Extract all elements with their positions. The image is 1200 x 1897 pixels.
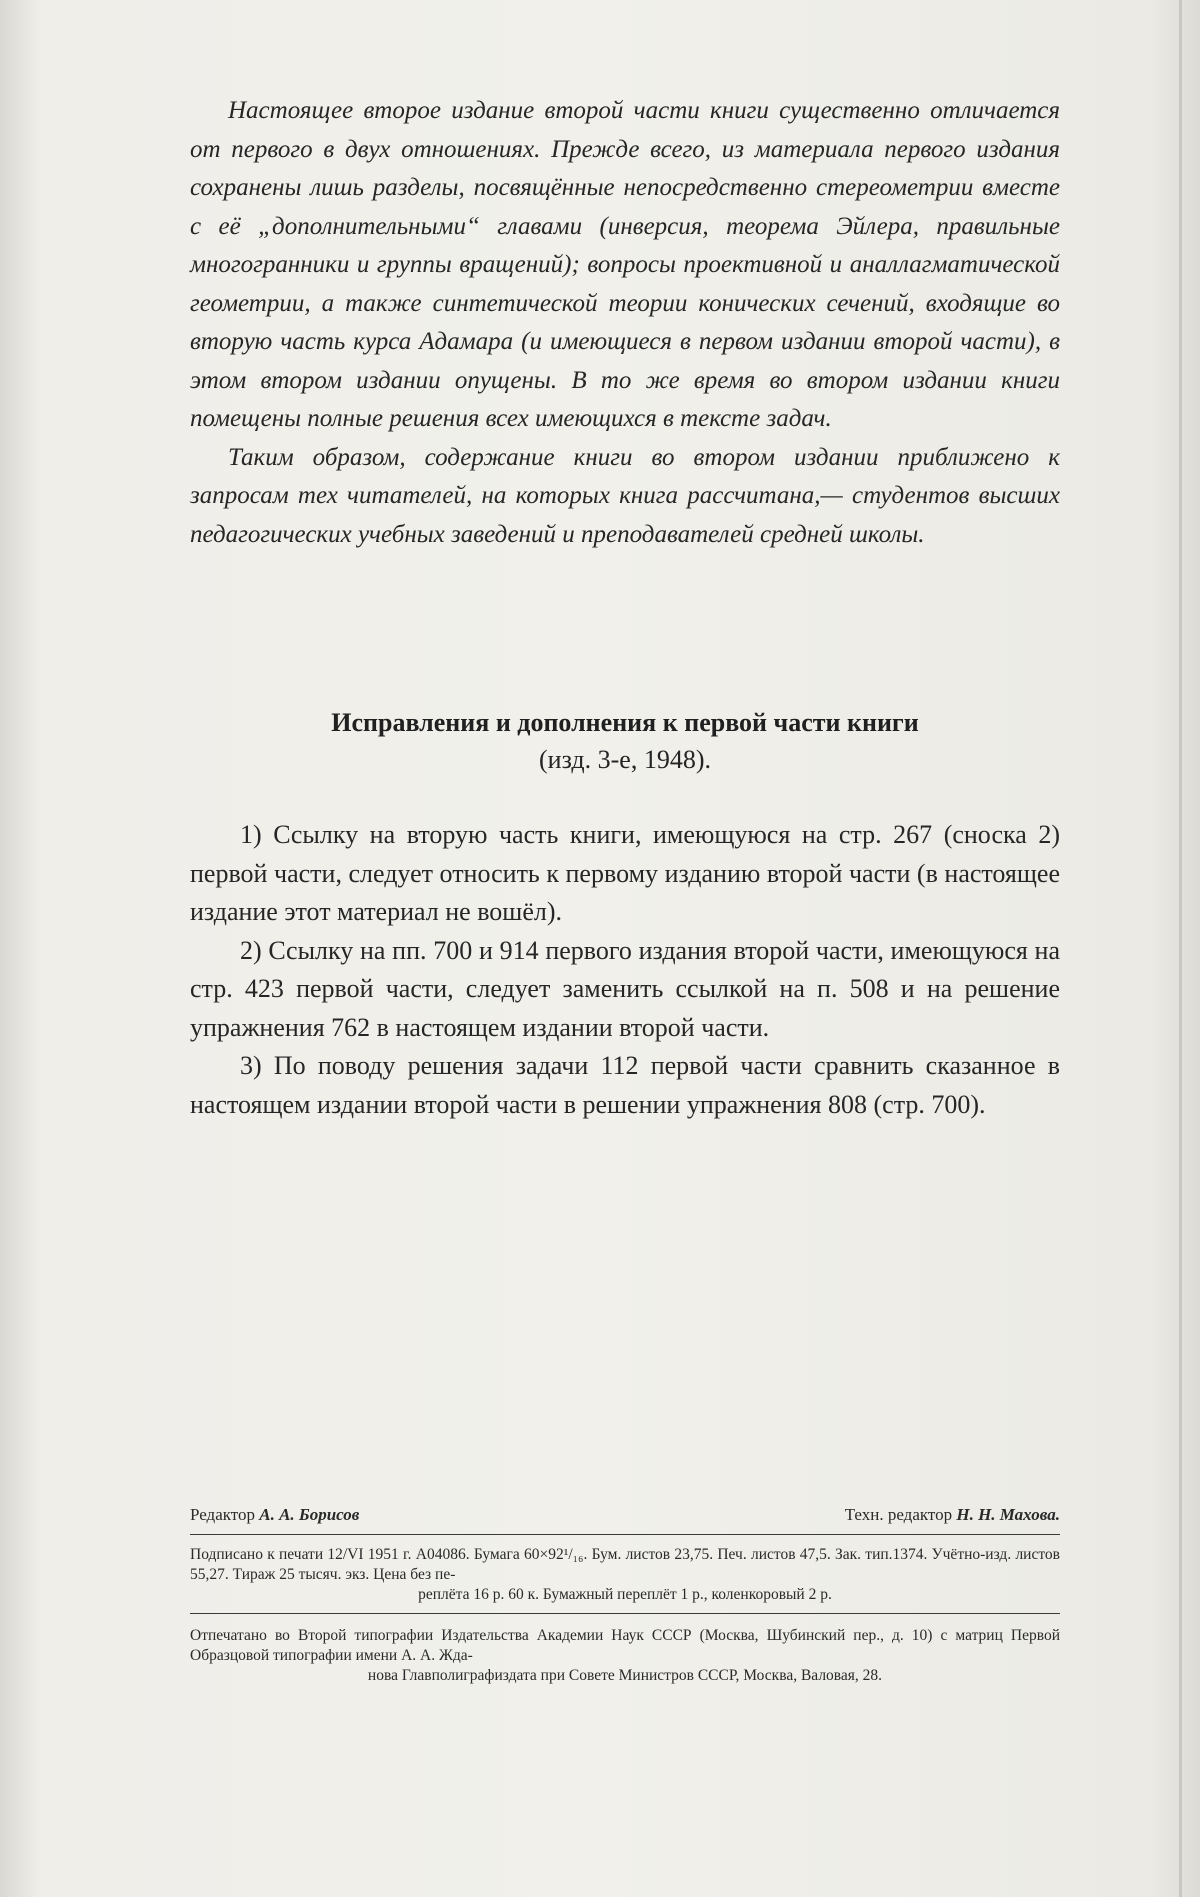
print-info-main: Подписано к печати 12/VI 1951 г. А04086. Бумага 60×92¹/₁₆. Бум. листов 23,75. Печ. листов 47,5. Зак. тип.1374. Учётно-изд. листов 55,27. Тираж 25 тысяч. экз. Цена без пе- [190, 1546, 1060, 1583]
errata-item-2: 2) Ссылку на пп. 700 и 914 первого издания второй части, имеющуюся на стр. 423 первой части, следует заменить ссылкой на п. 508 и на решение упражнения 762 в настоящем издании второй части. [190, 935, 1060, 1042]
imprint-section [190, 1502, 1060, 1686]
print-info [190, 1545, 1060, 1614]
tech-editor-credit [845, 1502, 1060, 1528]
editor-label: Редактор [190, 1505, 255, 1524]
page-content [190, 92, 1060, 1124]
errata-item-3: 3) По поводу решения задачи 112 первой части сравнить сказанное в настоящем издании второй части в решении упражнения 808 (стр. 700). [190, 1051, 1060, 1119]
printer-info [190, 1626, 1060, 1686]
errata-subtitle: (изд. 3-е, 1948). [539, 745, 711, 774]
preface-section [190, 92, 1060, 554]
errata-item-1: 1) Ссылку на вторую часть книги, имеющуюся на стр. 267 (сноска 2) первой части, следует относить к первому изданию второй части (в настоящее издание этот материал не вошёл). [190, 820, 1060, 926]
print-info-last: реплёта 16 р. 60 к. Бумажный переплёт 1 р., коленкоровый 2 р. [418, 1586, 832, 1603]
errata-section [190, 704, 1060, 1124]
tech-editor-name: Н. Н. Махова. [956, 1505, 1060, 1524]
preface-paragraph-2: Таким образом, содержание книги во втором издании приближено к запросам тех читателей, на которых книга рассчитана,— студентов высших педагогических учебных заведений и преподавателей средней школы. [190, 443, 1060, 548]
preface-paragraph-1: Настоящее второе издание второй части книги существенно отличается от первого в двух отношениях. Прежде всего, из материала первого издания сохранены лишь разделы, посвящённые непосредственно стереометрии вместе с её „дополнительными“ главами (инверсия, теорема Эйлера, правильные многогранники и группы вращений); вопросы проективной и аналлагматической геометрии, а также синтетической теории конических сечений, входящие во вторую часть курса Адамара (и имеющиеся в первом издании второй части), в этом втором издании опущены. В то же время во втором издании книги помещены полные решения всех имеющихся в тексте задач. [190, 97, 1060, 432]
editors-line [190, 1502, 1060, 1535]
page-spine-edge [1179, 0, 1182, 1897]
printer-last: нова Главполиграфиздата при Совете Министров СССР, Москва, Валовая, 28. [367, 1667, 883, 1684]
editor-credit [190, 1502, 359, 1528]
errata-title: Исправления и дополнения к первой части книги [331, 708, 919, 737]
errata-list [190, 816, 1060, 1124]
tech-editor-label: Техн. редактор [844, 1505, 953, 1524]
printer-main: Отпечатано во Второй типографии Издательства Академии Наук СССР (Москва, Шубинский пер., д. 10) с матриц Первой Образцовой типографии имени А. А. Жда- [190, 1627, 1060, 1664]
editor-name: А. А. Борисов [259, 1505, 360, 1524]
